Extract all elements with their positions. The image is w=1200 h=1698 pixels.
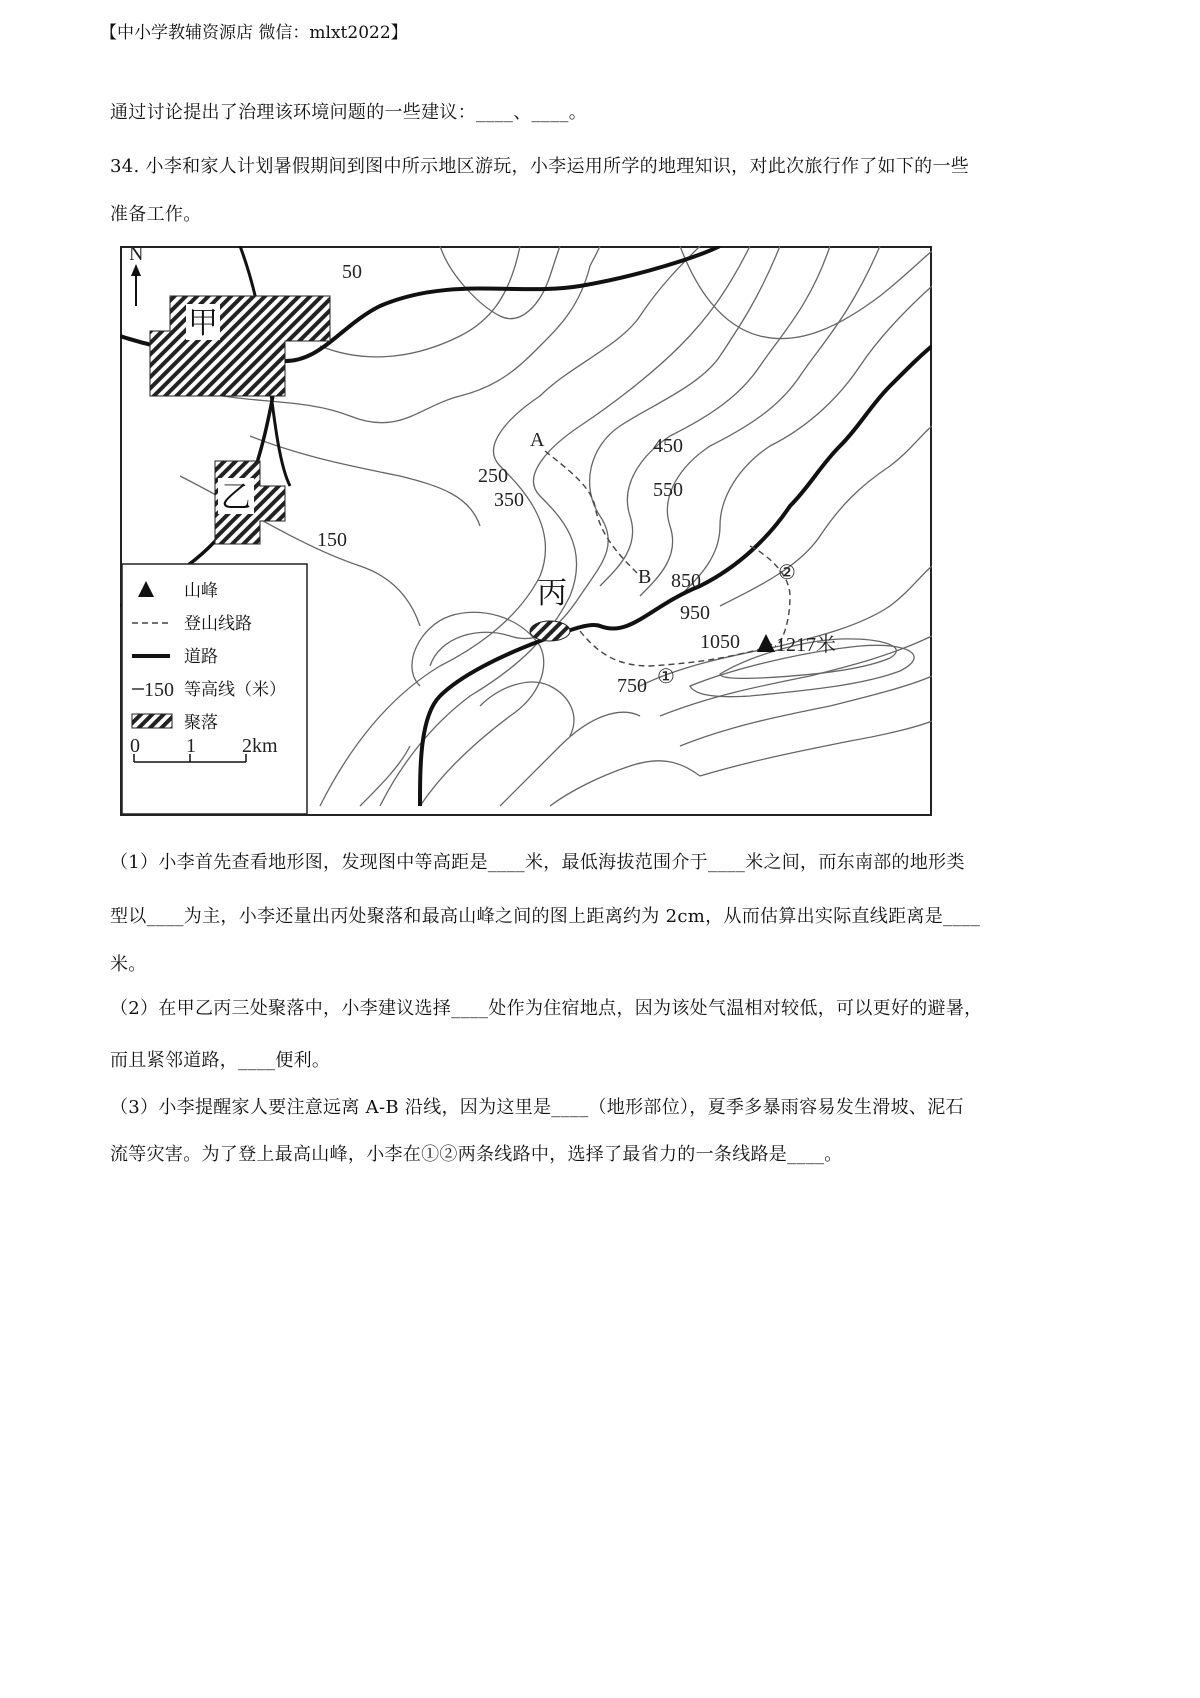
- sub2-line2: 而且紧邻道路，____便利。: [110, 1050, 331, 1071]
- contour-label-250: 250: [478, 465, 508, 487]
- scale-label-1: 1: [186, 735, 196, 757]
- sub2-line1: （2）在甲乙丙三处聚落中，小李建议选择____处作为住宿地点，因为该处气温相对较低，可以更好的避暑，: [110, 998, 983, 1019]
- contour-label-350: 350: [494, 489, 524, 511]
- contour-label-550: 550: [653, 479, 683, 501]
- label-yi: 乙: [221, 480, 251, 515]
- north-label: N: [129, 246, 144, 265]
- scale-label-0: 0: [130, 735, 140, 757]
- legend-settlement-label: 聚落: [184, 713, 218, 733]
- sub1-line2: 型以____为主，小李还量出丙处聚落和最高山峰之间的图上距离约为 2cm，从而估算出实际直线距离是____: [110, 906, 981, 927]
- contour-label-50: 50: [342, 261, 362, 283]
- sub3-line1: （3）小李提醒家人要注意远离 A-B 沿线，因为这里是____（地形部位），夏季多暴雨容易发生滑坡、泥石: [110, 1097, 964, 1118]
- legend-contour-label: 等高线（米）: [184, 680, 286, 700]
- sub3-line2: 流等灾害。为了登上最高山峰，小李在①②两条线路中，选择了最省力的一条线路是____。: [110, 1144, 843, 1165]
- point-a-label: A: [530, 429, 545, 451]
- contour-label-750: 750: [617, 675, 647, 697]
- peak-label: 1217米: [776, 634, 836, 656]
- legend-settlement-icon: [132, 714, 172, 728]
- contour-label-1050: 1050: [700, 631, 740, 653]
- scale-label-2km: 2km: [242, 735, 278, 757]
- legend-road-label: 道路: [184, 647, 218, 667]
- legend: [122, 564, 307, 814]
- legend-trail-label: 登山线路: [184, 614, 252, 634]
- contour-label-950: 950: [680, 602, 710, 624]
- sub1-line1: （1）小李首先查看地形图，发现图中等高距是____米，最低海拔范围介于____米之间，而东南部的地形类: [110, 852, 965, 873]
- intro-line: 通过讨论提出了治理该环境问题的一些建议：____、____。: [110, 102, 587, 123]
- sub1-line3: 米。: [110, 954, 147, 975]
- contour-label-150: 150: [317, 529, 347, 551]
- watermark-header: 【中小学教辅资源店 微信：mlxt2022】: [100, 23, 408, 43]
- legend-contour-sample: 150: [144, 679, 174, 701]
- question-stem-line2: 准备工作。: [110, 204, 202, 225]
- contour-label-450: 450: [653, 435, 683, 457]
- route-1-label: ①: [657, 666, 675, 688]
- label-bing: 丙: [537, 576, 567, 611]
- legend-peak-label: 山峰: [184, 581, 218, 601]
- contour-label-850: 850: [671, 570, 701, 592]
- topographic-map: [120, 246, 932, 816]
- label-jia: 甲: [188, 306, 218, 341]
- point-b-label: B: [638, 566, 652, 588]
- settlement-bing: [530, 621, 570, 641]
- question-stem-line1: 34. 小李和家人计划暑假期间到图中所示地区游玩，小李运用所学的地理知识，对此次旅行作了如下的一些: [110, 156, 970, 177]
- route-2-label: ②: [778, 562, 796, 584]
